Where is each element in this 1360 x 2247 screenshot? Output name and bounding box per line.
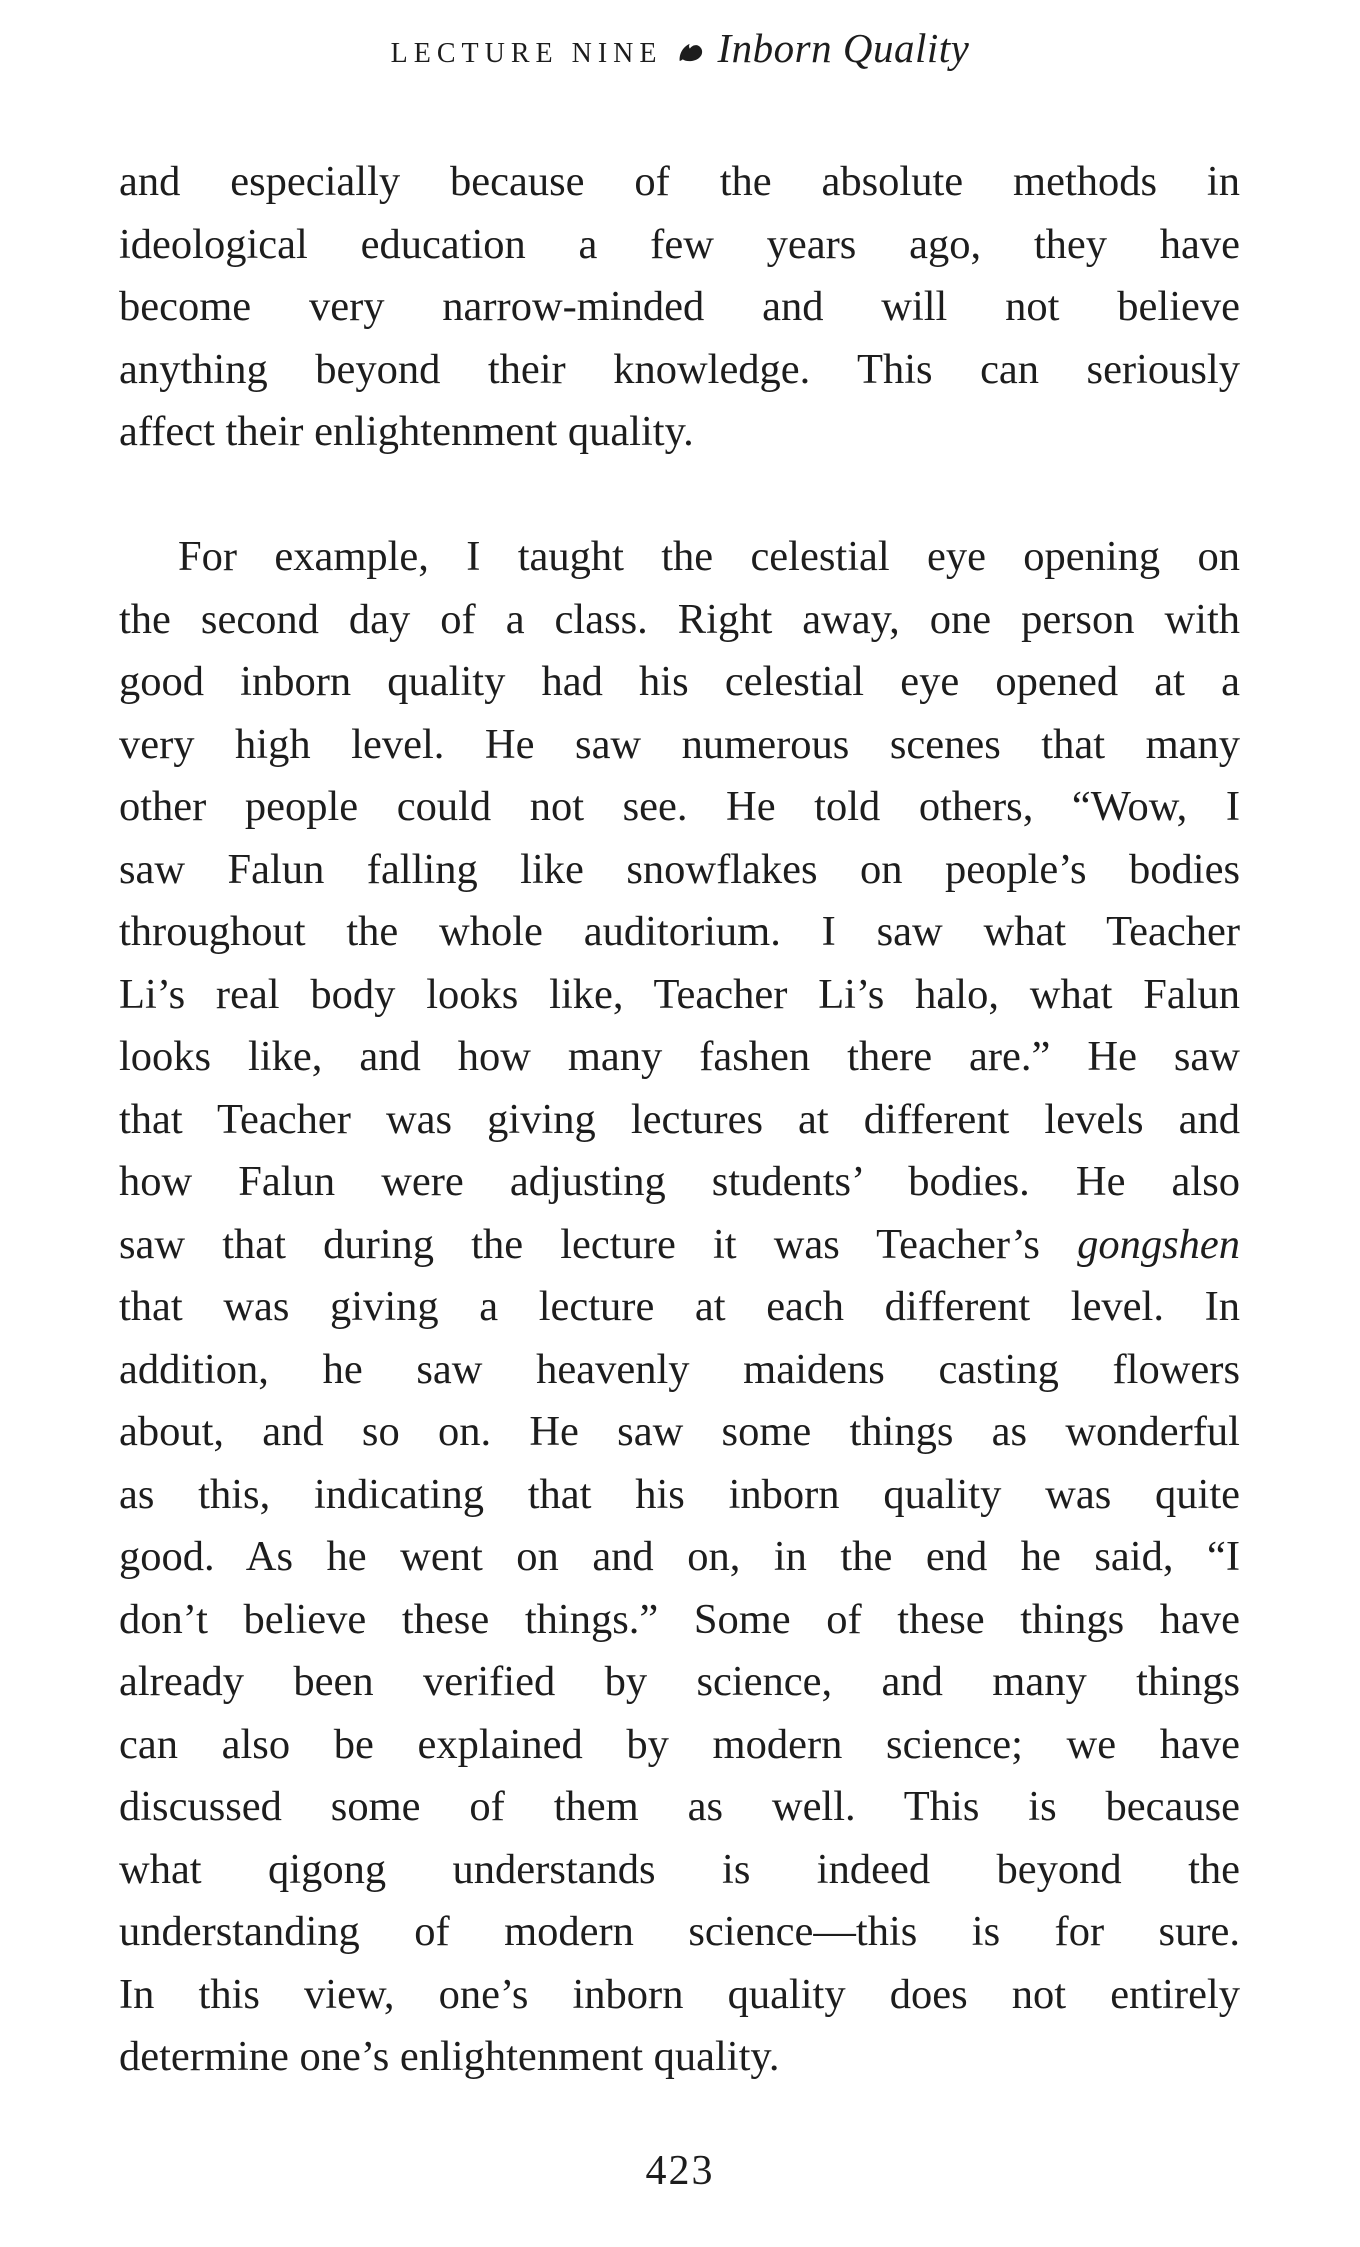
text-line: saw that during the lecture it was Teacher’s gongshen <box>119 1220 1240 1268</box>
text-line: affect their enlightenment quality. <box>119 408 694 455</box>
text-line: good inborn quality had his celestial eye opened at a <box>119 658 1240 705</box>
lecture-label: LECTURE NINE <box>390 38 663 69</box>
text-line: In this view, one’s inborn quality does not entirely <box>119 1970 1240 2018</box>
text-line: as this, indicating that his inborn quality was quite <box>119 1470 1240 1518</box>
page-footer <box>0 2146 1360 2196</box>
text-line: saw Falun falling like snowflakes on people’s bodies <box>119 845 1240 893</box>
paragraph <box>119 151 1240 464</box>
text-line: very high level. He saw numerous scenes that many <box>119 720 1240 768</box>
text-line: become very narrow-minded and will not believe <box>119 283 1240 330</box>
text-line: For example, I taught the celestial eye opening on <box>178 533 1240 580</box>
text-line: and especially because of the absolute methods in <box>119 158 1240 205</box>
text-line: throughout the whole auditorium. I saw what Teacher <box>119 908 1240 955</box>
text-line: understanding of modern science—this is for sure. <box>119 1908 1240 1955</box>
text-line: can also be explained by modern science; we have <box>119 1720 1240 1768</box>
text-line: that was giving a lecture at each different level. In <box>119 1283 1240 1330</box>
text-line: anything beyond their knowledge. This can seriously <box>119 345 1240 393</box>
text-line: determine one’s enlightenment quality. <box>119 2033 780 2080</box>
leaf-ornament-icon <box>677 40 704 69</box>
paragraph <box>119 526 1240 2089</box>
text-line: ideological education a few years ago, they have <box>119 220 1240 268</box>
text-line: about, and so on. He saw some things as wonderful <box>119 1408 1240 1455</box>
page-body <box>119 151 1240 2089</box>
text-line: what qigong understands is indeed beyond the <box>119 1845 1240 1893</box>
chapter-title: Inborn Quality <box>717 25 970 71</box>
page-number: 423 <box>645 2148 715 2194</box>
text-line: discussed some of them as well. This is because <box>119 1783 1240 1830</box>
text-line: looks like, and how many fashen there are.” He saw <box>119 1033 1240 1080</box>
text-line: the second day of a class. Right away, one person with <box>119 595 1240 643</box>
text-line: Li’s real body looks like, Teacher Li’s halo, what Falun <box>119 970 1240 1018</box>
text-line: good. As he went on and on, in the end he said, “I <box>119 1533 1240 1580</box>
text-line: don’t believe these things.” Some of these things have <box>119 1595 1240 1643</box>
text-line: that Teacher was giving lectures at different levels and <box>119 1095 1240 1143</box>
text-line: addition, he saw heavenly maidens casting flowers <box>119 1345 1240 1393</box>
text-line: already been verified by science, and many things <box>119 1658 1240 1705</box>
text-line: how Falun were adjusting students’ bodies. He also <box>119 1158 1240 1205</box>
text-line: other people could not see. He told others, “Wow, I <box>119 783 1240 830</box>
running-header <box>0 24 1360 72</box>
